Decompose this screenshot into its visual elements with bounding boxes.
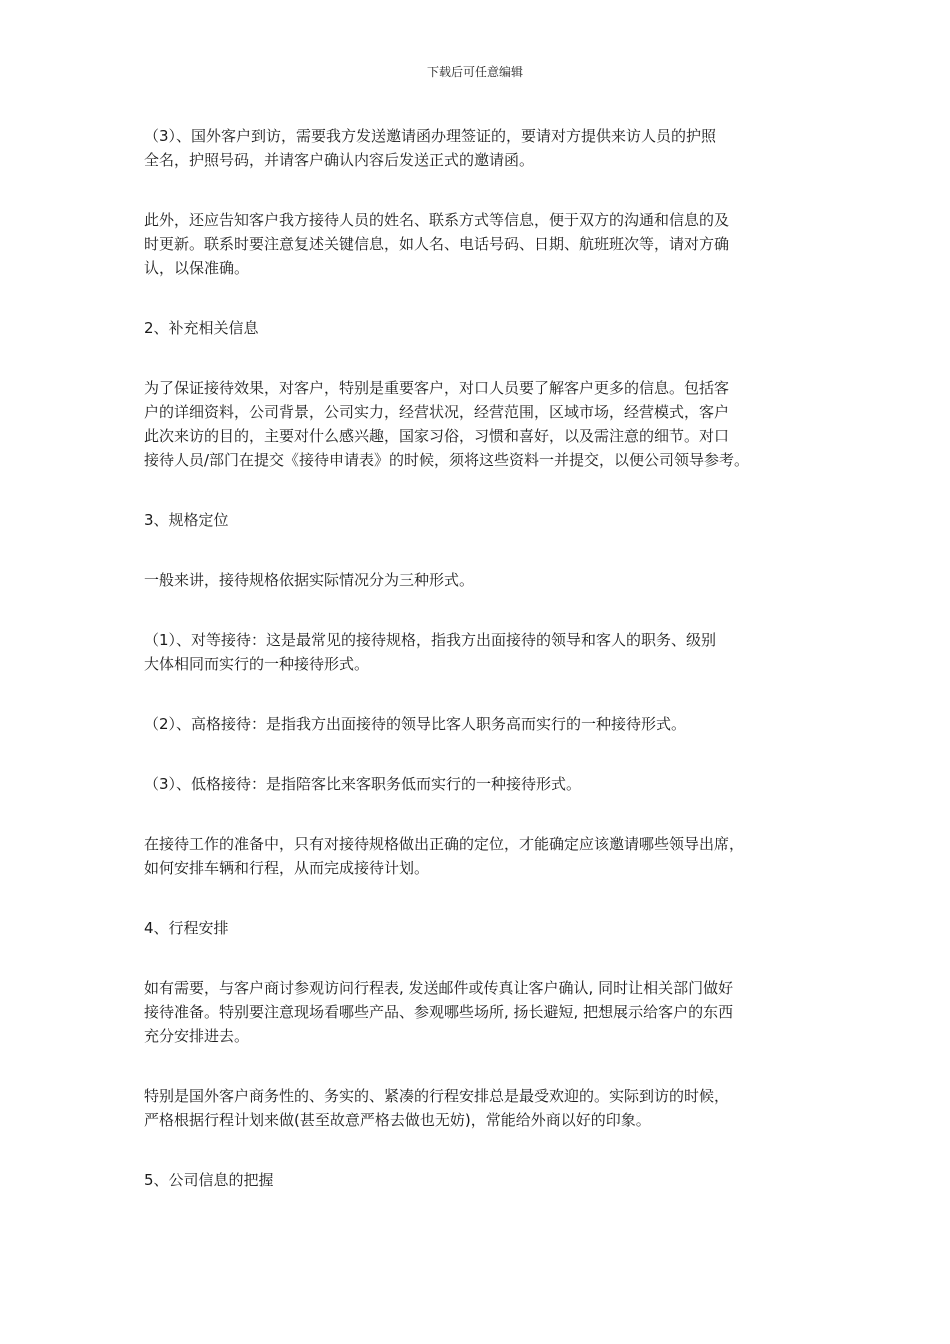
text-line: 时更新。联系时要注意复述关键信息，如人名、电话号码、日期、航班班次等，请对方确 [144,235,730,253]
paragraph-contact-info [144,208,824,280]
paragraph-foreign-itinerary [144,1084,824,1132]
paragraph-client-info [144,376,824,472]
text-line: 一般来讲，接待规格依据实际情况分为三种形式。 [144,571,475,589]
page-header: 下载后可任意编辑 [426,65,523,79]
text-line: （2）、高格接待：是指我方出面接待的领导比客人职务高而实行的一种接待形式。 [144,715,687,733]
text-line: 特别是国外客户商务性的、务实的、紧凑的行程安排总是最受欢迎的。实际到访的时候， [144,1087,730,1105]
paragraph-equal-reception [144,628,824,676]
text-line: 此次来访的目的，主要对什么感兴趣，国家习俗，习惯和喜好，以及需注意的细节。对口 [144,427,730,445]
paragraph-reception-levels-intro [144,568,824,592]
text-line: 全名，护照号码，并请客户确认内容后发送正式的邀请函。 [144,151,535,169]
text-line: 充分安排进去。 [144,1027,250,1045]
paragraph-high-reception [144,712,824,736]
text-line: 严格根据行程计划来做(甚至故意严格去做也无妨)，常能给外商以好的印象。 [144,1111,651,1129]
paragraph-positioning [144,832,824,880]
section-heading-4 [144,916,824,940]
text-line: 此外，还应告知客户我方接待人员的姓名、联系方式等信息，便于双方的沟通和信息的及 [144,211,730,229]
paragraph-invitation-letter [144,124,824,172]
text-line: 如有需要，与客户商讨参观访问行程表, 发送邮件或传真让客户确认, 同时让相关部门做好 [144,979,734,997]
section-heading-2 [144,316,824,340]
text-line: 如何安排车辆和行程，从而完成接待计划。 [144,859,430,877]
text-line: （3）、低格接待：是指陪客比来客职务低而实行的一种接待形式。 [144,775,582,793]
text-line: （1）、对等接待：这是最常见的接待规格，指我方出面接待的领导和客人的职务、级别 [144,631,717,649]
document-body [144,124,824,1192]
paragraph-itinerary [144,976,824,1048]
paragraph-low-reception [144,772,824,796]
text-line: 认，以保准确。 [144,259,250,277]
section-heading-5 [144,1168,824,1192]
text-line: 在接待工作的准备中，只有对接待规格做出正确的定位，才能确定应该邀请哪些领导出席， [144,835,745,853]
section-heading-text: 5、公司信息的把握 [144,1171,274,1189]
section-heading-text: 3、规格定位 [144,511,229,529]
text-line: 为了保证接待效果，对客户，特别是重要客户，对口人员要了解客户更多的信息。包括客 [144,379,730,397]
text-line: （3）、国外客户到访，需要我方发送邀请函办理签证的，要请对方提供来访人员的护照 [144,127,717,145]
text-line: 接待人员/部门在提交《接待申请表》的时候，须将这些资料一并提交，以便公司领导参考。 [144,451,750,469]
text-line: 接待准备。特别要注意现场看哪些产品、参观哪些场所, 扬长避短, 把想展示给客户的东西 [144,1003,734,1021]
text-line: 户的详细资料，公司背景，公司实力，经营状况，经营范围，区域市场，经营模式，客户 [144,403,730,421]
section-heading-3 [144,508,824,532]
text-line: 大体相同而实行的一种接待形式。 [144,655,370,673]
section-heading-text: 4、行程安排 [144,919,229,937]
section-heading-text: 2、补充相关信息 [144,319,259,337]
